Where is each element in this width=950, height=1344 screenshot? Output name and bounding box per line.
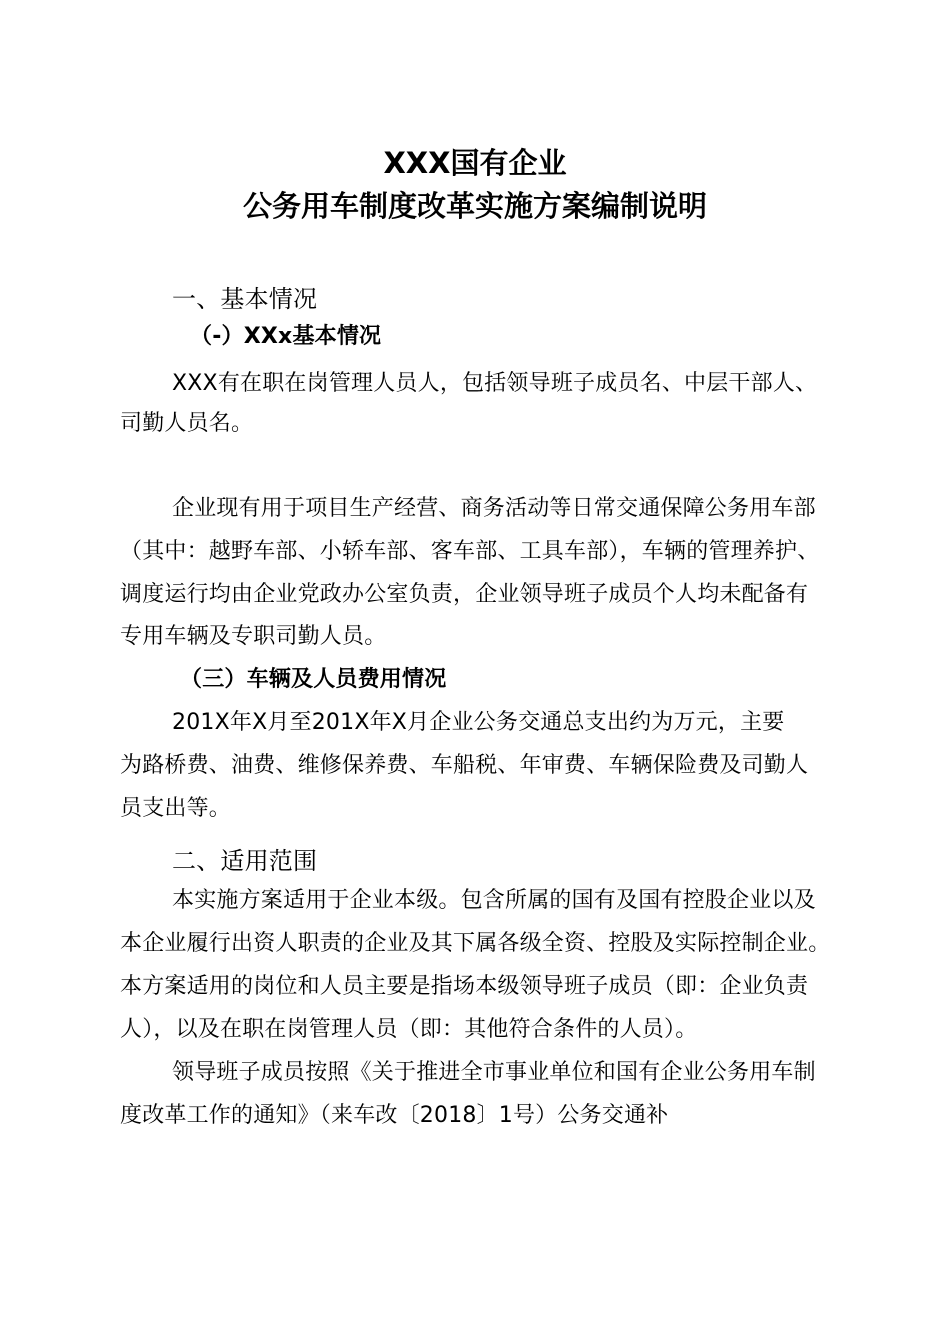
document-title-line-2: 公务用车制度改革实施方案编制说明: [242, 189, 707, 223]
subsection-3-heading: （三）车辆及人员费用情况: [180, 667, 447, 692]
paragraph-1-line-2: 司勤人员名。: [120, 411, 254, 436]
paragraph-3-line-2: 为路桥费、油费、维修保养费、车船税、年审费、车辆保险费及司勤人: [120, 753, 809, 778]
paragraph-4-line-3: 本方案适用的岗位和人员主要是指场本级领导班子成员（即：企业负责: [120, 974, 809, 999]
paragraph-5-line-1: 领导班子成员按照《关于推进全市事业单位和国有企业公务用车制: [172, 1060, 816, 1085]
section-2-heading: 二、适用范围: [172, 847, 318, 875]
paragraph-2-line-4: 专用车辆及专职司勤人员。: [120, 624, 387, 649]
paragraph-3-line-3: 员支出等。: [120, 796, 232, 821]
paragraph-2-line-1: 企业现有用于项目生产经营、商务活动等日常交通保障公务用车部: [172, 496, 816, 521]
paragraph-4-line-4: 人），以及在职在岗管理人员（即：其他符合条件的人员）。: [120, 1017, 698, 1042]
paragraph-2-line-3: 调度运行均由企业党政办公室负责，企业领导班子成员个人均未配备有: [120, 582, 809, 607]
paragraph-2-line-2: （其中：越野车部、小轿车部、客车部、工具车部），车辆的管理养护、: [120, 539, 820, 564]
paragraph-5-line-2: 度改革工作的通知》（来车改〔2018〕1号）公务交通补: [120, 1103, 669, 1128]
document-title-line-1: XXX国有企业: [383, 146, 567, 180]
paragraph-1-line-1: XXX有在职在岗管理人员人，包括领导班子成员名、中层干部人、: [172, 371, 818, 396]
subsection-1-heading: （-）XXx基本情况: [190, 324, 382, 349]
paragraph-4-line-1: 本实施方案适用于企业本级。包含所属的国有及国有控股企业以及: [172, 888, 816, 913]
paragraph-3-line-1: 201X年X月至201X年X月企业公务交通总支出约为万元，主要: [172, 710, 785, 735]
section-1-heading: 一、基本情况: [172, 285, 318, 313]
paragraph-4-line-2: 本企业履行出资人职责的企业及其下属各级全资、控股及实际控制企业。: [120, 931, 831, 956]
